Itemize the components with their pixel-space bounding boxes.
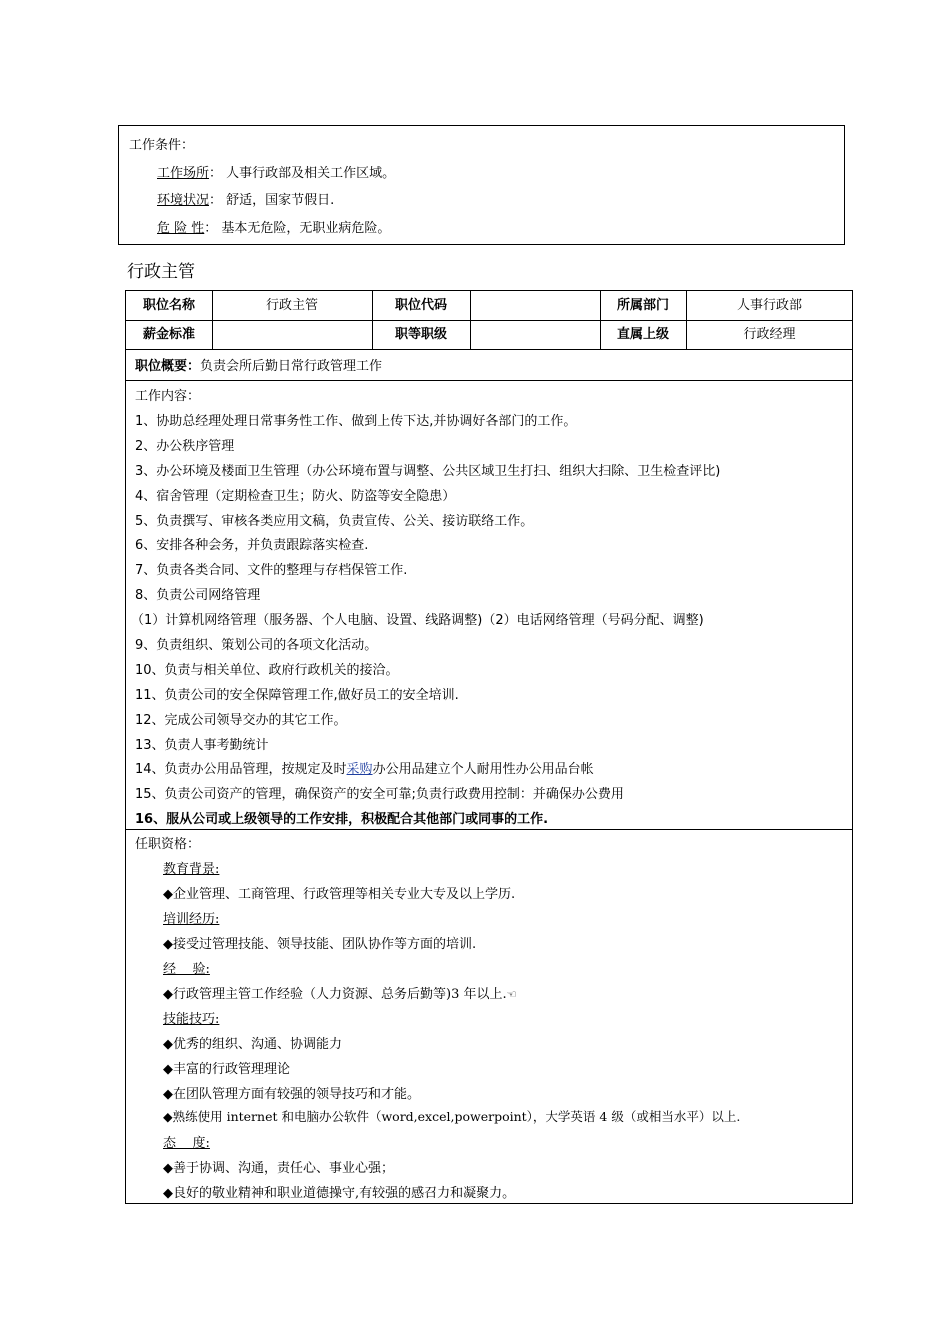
supervisor-value: 行政经理: [743, 327, 796, 342]
duty-item: 11、负责公司的安全保障管理工作,做好员工的安全培训.: [135, 688, 459, 703]
salary-value: [212, 320, 372, 349]
separator: ：: [204, 221, 218, 236]
qualification-item: ◆在团队管理方面有较强的领导技巧和才能。: [163, 1087, 420, 1102]
position-code-value: [470, 291, 600, 320]
supervisor-label: 直属上级: [616, 327, 669, 342]
hand-pointer-icon: ☜: [506, 988, 517, 1001]
grid-line: [126, 380, 852, 381]
duty-item: 2、办公秩序管理: [135, 439, 235, 454]
hazard-value: 基本无危险，无职业病危险。: [221, 221, 391, 236]
duty-item: 13、负责人事考勤统计: [135, 738, 269, 753]
qualification-item: ◆接受过管理技能、领导技能、团队协作等方面的培训.: [163, 937, 477, 952]
qualification-subheading: 培训经历:: [163, 912, 220, 927]
position-code-label: 职位代码: [394, 298, 447, 313]
duty-item: 6、安排各种会务，并负责跟踪落实检查.: [135, 538, 369, 553]
work-condition-row: [157, 162, 395, 181]
duty-item: 7、负责各类合同、文件的整理与存档保管工作.: [135, 563, 408, 578]
environment-label: 环境状况: [157, 193, 210, 208]
work-condition-row: [157, 217, 390, 236]
duty-text: 办公用品建立个人耐用性办公用品台帐: [372, 762, 594, 777]
work-conditions-title: 工作条件：: [129, 138, 195, 153]
qualification-subheading: 教育背景:: [163, 862, 220, 877]
work-condition-row: [157, 189, 334, 208]
qualification-item: ◆熟练使用 internet 和电脑办公软件（word,excel,powerpoint），大学英语 4 级（或相当水平）以上.: [163, 1109, 741, 1124]
position-name-value: 行政主管: [265, 298, 318, 313]
duty-text: 14、负责办公用品管理，按规定及时: [135, 762, 347, 777]
duty-item: 12、完成公司领导交办的其它工作。: [135, 713, 347, 728]
duty-item: 4、宿舍管理（定期检查卫生；防火、防盗等安全隐患）: [135, 489, 456, 504]
grid-line: [126, 829, 852, 830]
position-summary: [135, 355, 382, 374]
qualifications-title: 任职资格：: [135, 837, 201, 852]
qualification-item: ◆良好的敬业精神和职业道德操守,有较强的感召力和凝聚力。: [163, 1186, 516, 1201]
duty-item: （1）计算机网络管理（服务器、个人电脑、设置、线路调整)（2）电话网络管理（号码分配、调整): [131, 613, 704, 628]
job-description-table: [125, 290, 853, 1204]
department-value: 人事行政部: [736, 298, 802, 313]
qualification-item: [163, 983, 516, 1002]
duties-title: 工作内容：: [135, 389, 201, 404]
procurement-link[interactable]: 采购: [346, 762, 373, 777]
duty-item: 15、负责公司资产的管理，确保资产的安全可靠;负责行政费用控制：并确保办公费用: [135, 787, 624, 802]
qualification-text: ◆行政管理主管工作经验（人力资源、总务后勤等)3 年以上.: [163, 987, 507, 1002]
department-label: 所属部门: [616, 298, 669, 313]
work-location-value: 人事行政部及相关工作区域。: [226, 166, 396, 181]
separator: ：: [209, 193, 223, 208]
summary-value: 负责会所后勤日常行政管理工作: [200, 359, 383, 374]
grid-line: [126, 349, 852, 350]
separator: ：: [209, 166, 223, 181]
salary-label: 薪金标准: [142, 327, 195, 342]
qualification-item: ◆善于协调、沟通，责任心、事业心强；: [163, 1161, 394, 1176]
qualification-subheading: 经 验:: [163, 962, 210, 977]
section-heading: 行政主管: [127, 262, 195, 282]
duty-item: 9、负责组织、策划公司的各项文化活动。: [135, 638, 378, 653]
qualification-subheading: 态 度:: [163, 1136, 210, 1151]
duty-item: 16、服从公司或上级领导的工作安排，积极配合其他部门或同事的工作.: [135, 812, 549, 827]
summary-label: 职位概要：: [135, 359, 201, 374]
qualification-item: ◆企业管理、工商管理、行政管理等相关专业大专及以上学历.: [163, 887, 516, 902]
environment-value: 舒适，国家节假日.: [226, 193, 335, 208]
duty-item: 1、协助总经理处理日常事务性工作、做到上传下达,并协调好各部门的工作。: [135, 414, 577, 429]
position-name-label: 职位名称: [142, 298, 195, 313]
qualification-subheading: 技能技巧:: [163, 1012, 220, 1027]
duty-item: 5、负责撰写、审核各类应用文稿，负责宣传、公关、接访联络工作。: [135, 514, 534, 529]
duty-item: 10、负责与相关单位、政府行政机关的接洽。: [135, 663, 399, 678]
hazard-label: 危 险 性: [157, 221, 205, 236]
qualification-item: ◆丰富的行政管理理论: [163, 1062, 290, 1077]
grade-label: 职等职级: [394, 327, 447, 342]
duty-item: 8、负责公司网络管理: [135, 588, 261, 603]
duty-item: [135, 758, 594, 777]
work-location-label: 工作场所: [157, 166, 210, 181]
qualification-item: ◆优秀的组织、沟通、协调能力: [163, 1037, 342, 1052]
grade-value: [470, 320, 600, 349]
duty-item: 3、办公环境及楼面卫生管理（办公环境布置与调整、公共区域卫生打扫、组织大扫除、卫生检查评比): [135, 464, 721, 479]
work-conditions-box: [118, 125, 845, 245]
